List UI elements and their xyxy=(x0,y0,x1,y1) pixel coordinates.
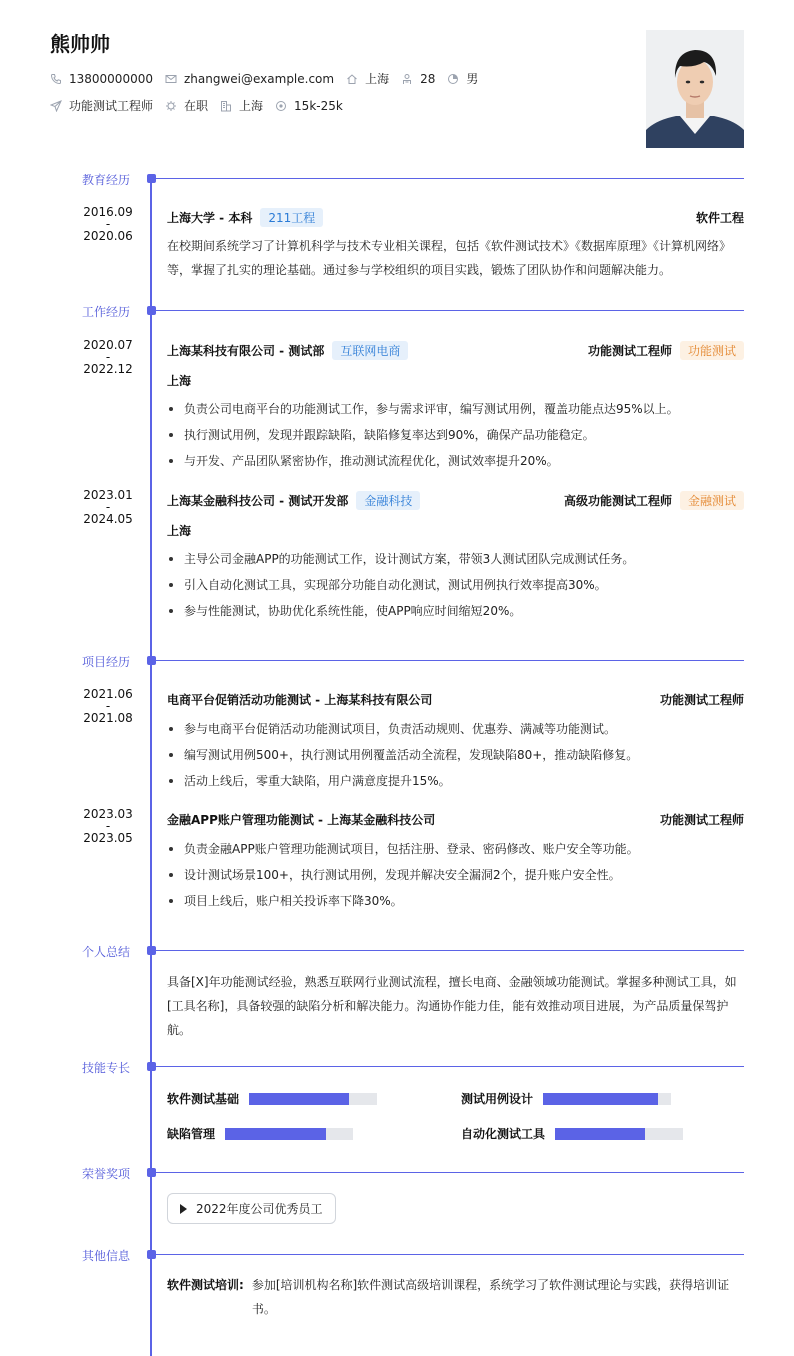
section-title-awards: 荣誉奖项 xyxy=(82,1167,131,1181)
job-title-text: 功能测试工程师 xyxy=(69,99,154,113)
work-company: 上海某金融科技公司 - 测试开发部 xyxy=(167,494,349,508)
list-item: 参与性能测试，协助优化系统性能，使APP响应时间缩短20%。 xyxy=(167,598,744,624)
list-item: 引入自动化测试工具，实现部分功能自动化测试，测试用例执行效率提高30%。 xyxy=(167,572,744,598)
work-position: 高级功能测试工程师 xyxy=(563,494,672,508)
skill-fill xyxy=(555,1128,645,1140)
salary-text: 15k-25k xyxy=(294,98,343,113)
date-separator: - xyxy=(105,819,111,833)
phone-icon xyxy=(50,73,62,85)
timeline-line xyxy=(150,178,152,1356)
section-title-education: 教育经历 xyxy=(82,173,131,187)
education-date xyxy=(76,206,140,242)
person-icon xyxy=(401,73,413,85)
section-dot xyxy=(147,1062,156,1071)
education-tag: 211工程 xyxy=(260,208,323,227)
work-city-text: 上海 xyxy=(239,99,264,113)
other-info xyxy=(167,1273,744,1321)
list-item: 项目上线后，账户相关投诉率下降30%。 xyxy=(167,888,744,914)
salary-item xyxy=(275,99,343,113)
skill-name: 软件测试基础 xyxy=(167,1092,240,1106)
project-end: 2021.08 xyxy=(83,711,133,725)
project-end: 2023.05 xyxy=(83,831,133,845)
skill-fill xyxy=(543,1093,658,1105)
phone-item xyxy=(50,72,153,86)
list-item: 与开发、产品团队紧密协作，推动测试流程优化，测试效率提升20%。 xyxy=(167,448,744,474)
award-text: 2022年度公司优秀员工 xyxy=(196,1202,323,1216)
date-separator: - xyxy=(105,699,111,713)
skill-fill xyxy=(225,1128,326,1140)
education-end: 2020.06 xyxy=(83,229,133,243)
work-city: 上海 xyxy=(167,374,192,388)
gender-icon xyxy=(447,73,459,85)
project-start: 2023.03 xyxy=(83,807,133,821)
date-separator: - xyxy=(105,350,111,364)
home-city-text: 上海 xyxy=(365,72,390,86)
status-item xyxy=(165,97,208,114)
work-date xyxy=(76,489,140,525)
project-date xyxy=(76,688,140,724)
section-divider xyxy=(156,310,744,311)
project-role: 功能测试工程师 xyxy=(659,693,744,707)
mail-icon xyxy=(165,73,177,85)
section-divider xyxy=(156,1254,744,1255)
job-row xyxy=(50,97,355,114)
list-item: 参与电商平台促销活动功能测试项目，负责活动规则、优惠券、满减等功能测试。 xyxy=(167,716,744,742)
skill-item xyxy=(167,1125,353,1142)
section-title-projects: 项目经历 xyxy=(82,655,131,669)
work-start: 2023.01 xyxy=(83,488,133,502)
home-city-item xyxy=(346,70,389,87)
project-date xyxy=(76,808,140,844)
work-company: 上海某科技有限公司 - 测试部 xyxy=(167,344,325,358)
list-item: 负责公司电商平台的功能测试工作，参与需求评审，编写测试用例，覆盖功能点达95%以上。 xyxy=(167,396,744,422)
email-item xyxy=(165,72,334,86)
list-item: 活动上线后，零重大缺陷，用户满意度提升15%。 xyxy=(167,768,744,794)
building-icon xyxy=(220,100,232,112)
project-role: 功能测试工程师 xyxy=(659,813,744,827)
gender-item xyxy=(447,70,478,87)
section-divider xyxy=(156,660,744,661)
other-text: 参加[培训机构名称]软件测试高级培训课程，系统学习了软件测试理论与实践，获得培训证书。 xyxy=(251,1278,730,1316)
date-separator: - xyxy=(105,217,111,231)
project-bullets xyxy=(167,836,744,914)
skill-bar xyxy=(225,1128,353,1140)
work-header xyxy=(167,341,744,360)
section-dot xyxy=(147,306,156,315)
skill-item xyxy=(461,1125,683,1142)
section-dot xyxy=(147,656,156,665)
skill-name: 自动化测试工具 xyxy=(461,1127,546,1141)
work-type-tag: 功能测试 xyxy=(680,341,744,360)
list-item: 编写测试用例500+，执行测试用例覆盖活动全流程，发现缺陷80+，推动缺陷修复。 xyxy=(167,742,744,768)
skill-item xyxy=(461,1090,671,1107)
section-title-other: 其他信息 xyxy=(82,1249,131,1263)
award-item[interactable] xyxy=(167,1193,336,1224)
skill-bar xyxy=(555,1128,683,1140)
section-title-work: 工作经历 xyxy=(82,305,131,319)
work-end: 2024.05 xyxy=(83,512,133,526)
section-divider xyxy=(156,1172,744,1173)
work-city: 上海 xyxy=(167,524,192,538)
project-start: 2021.06 xyxy=(83,687,133,701)
work-bullets xyxy=(167,396,744,474)
age-text: 28 xyxy=(420,71,436,86)
skill-name: 测试用例设计 xyxy=(461,1092,534,1106)
education-start: 2016.09 xyxy=(83,205,133,219)
project-header xyxy=(167,691,744,708)
education-major: 软件工程 xyxy=(695,211,744,225)
resume-name: 熊帅帅 xyxy=(50,32,110,56)
play-triangle-icon xyxy=(180,1204,187,1214)
project-title: 金融APP账户管理功能测试 - 上海某金融科技公司 xyxy=(167,813,436,827)
profile-photo xyxy=(646,30,744,148)
work-end: 2022.12 xyxy=(83,362,133,376)
age-item xyxy=(401,72,435,86)
send-icon xyxy=(50,100,62,112)
salary-icon xyxy=(275,100,287,112)
section-dot xyxy=(147,174,156,183)
other-label: 软件测试培训: xyxy=(167,1278,244,1292)
work-bullets xyxy=(167,546,744,624)
section-title-skills: 技能专长 xyxy=(82,1061,131,1075)
work-date xyxy=(76,339,140,375)
status-text: 在职 xyxy=(184,99,209,113)
section-dot xyxy=(147,1250,156,1259)
skill-bar xyxy=(249,1093,377,1105)
work-city-item xyxy=(220,97,263,114)
work-header xyxy=(167,491,744,510)
section-divider xyxy=(156,1066,744,1067)
home-icon xyxy=(346,73,358,85)
section-divider xyxy=(156,178,744,179)
section-title-summary: 个人总结 xyxy=(82,945,131,959)
status-icon xyxy=(165,100,177,112)
project-header xyxy=(167,811,744,828)
section-dot xyxy=(147,1168,156,1177)
list-item: 设计测试场景100+，执行测试用例，发现并解决安全漏洞2个，提升账户安全性。 xyxy=(167,862,744,888)
gender-text: 男 xyxy=(466,72,479,86)
project-title: 电商平台促销活动功能测试 - 上海某科技有限公司 xyxy=(167,693,433,707)
skill-bar xyxy=(543,1093,671,1105)
work-industry-tag: 金融科技 xyxy=(356,491,420,510)
date-separator: - xyxy=(105,500,111,514)
education-school: 上海大学 - 本科 xyxy=(167,211,253,225)
skill-item xyxy=(167,1090,377,1107)
job-title-item xyxy=(50,97,153,114)
work-type-tag: 金融测试 xyxy=(680,491,744,510)
education-description: 在校期间系统学习了计算机科学与技术专业相关课程，包括《软件测试技术》《数据库原理》《计算机网络》等，掌握了扎实的理论基础。通过参与学校组织的项目实践，锻炼了团队协作和问题解决能力。 xyxy=(167,239,732,277)
work-industry-tag: 互联网电商 xyxy=(332,341,408,360)
project-bullets xyxy=(167,716,744,794)
contact-row xyxy=(50,70,490,87)
skill-name: 缺陷管理 xyxy=(167,1127,216,1141)
section-divider xyxy=(156,950,744,951)
email-text: zhangwei@example.com xyxy=(183,71,335,86)
education-header xyxy=(167,208,744,227)
list-item: 执行测试用例，发现并跟踪缺陷，缺陷修复率达到90%，确保产品功能稳定。 xyxy=(167,422,744,448)
skill-fill xyxy=(249,1093,349,1105)
section-dot xyxy=(147,946,156,955)
work-position: 功能测试工程师 xyxy=(587,344,672,358)
work-start: 2020.07 xyxy=(83,338,133,352)
list-item: 负责金融APP账户管理功能测试项目，包括注册、登录、密码修改、账户安全等功能。 xyxy=(167,836,744,862)
list-item: 主导公司金融APP的功能测试工作，设计测试方案，带领3人测试团队完成测试任务。 xyxy=(167,546,744,572)
summary-text: 具备[X]年功能测试经验，熟悉互联网行业测试流程，擅长电商、金融领域功能测试。掌握多种测试工具，如[工具名称]，具备较强的缺陷分析和解决能力。沟通协作能力佳，能有效推动项目进展，为产品质量保驾护航。 xyxy=(167,975,737,1037)
phone-text: 13800000000 xyxy=(69,71,153,86)
